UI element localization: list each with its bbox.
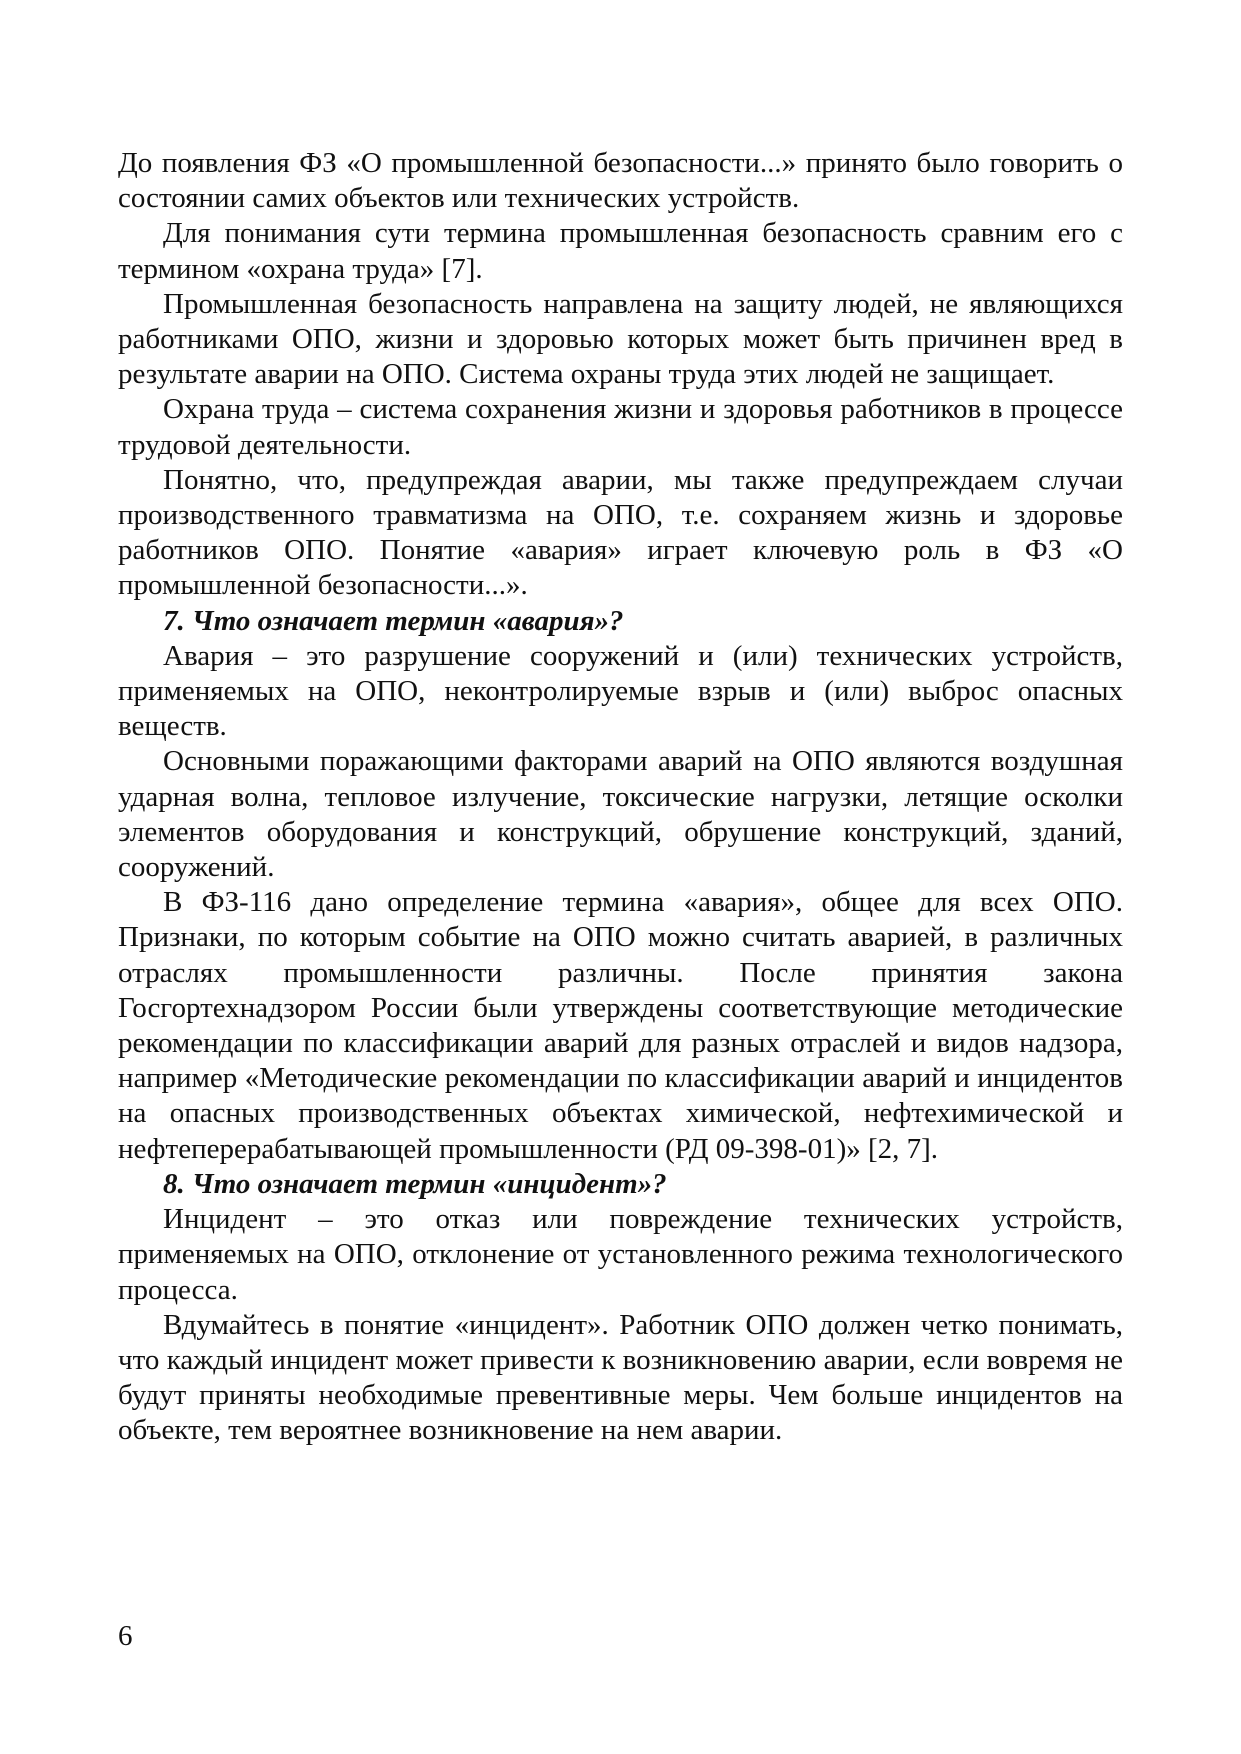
section-heading: 7. Что означает термин «авария»? <box>163 604 624 637</box>
paragraph: Промышленная безопасность направлена на защиту людей, не являющихся работниками ОПО, жизни и здоровью которых может быть причинен вред в результате аварии на ОПО. Система охраны труда этих людей не защищает. <box>118 287 1123 391</box>
paragraph: Инцидент – это отказ или повреждение технических устройств, применяемых на ОПО, отклонение от установленного режима технологического процесса. <box>118 1203 1123 1306</box>
paragraph: Охрана труда – система сохранения жизни и здоровья работников в процессе трудовой деятельности. <box>118 393 1123 461</box>
paragraph: До появления ФЗ «О промышленной безопасности...» принято было говорить о состоянии самих объектов или технических устройств. <box>118 147 1123 215</box>
paragraph: В ФЗ-116 дано определение термина «авария», общее для всех ОПО. Признаки, по которым событие на ОПО можно считать аварией, в различных отраслях промышленности различны. После принятия закона Госгортехнадзором России были утверждены соответствующие методические рекомендации по классификации аварий для разных отраслей и видов надзора, например «Методические рекомендации по классификации аварий и инцидентов на опасных производственных объектах химической, нефтехимической и нефтеперерабатывающей промышленности (РД 09-398-01)» [2, 7]. <box>118 886 1123 1165</box>
section-heading: 8. Что означает термин «инцидент»? <box>163 1167 667 1200</box>
paragraph: Понятно, что, предупреждая аварии, мы также предупреждаем случаи производственного травматизма на ОПО, т.е. сохраняем жизнь и здоровье работников ОПО. Понятие «авария» играет ключевую роль в ФЗ «О промышленной безопасности...». <box>118 463 1123 602</box>
paragraph: Основными поражающими факторами аварий на ОПО являются воздушная ударная волна, тепловое излучение, токсические нагрузки, летящие осколки элементов оборудования и конструкций, обрушение конструкций, зданий, сооружений. <box>118 745 1123 884</box>
paragraph: Авария – это разрушение сооружений и (или) технических устройств, применяемых на ОПО, неконтролируемые взрыв и (или) выброс опасных веществ. <box>118 639 1123 743</box>
page-number: 6 <box>118 1620 133 1652</box>
paragraph: Для понимания сути термина промышленная безопасность сравним его с термином «охрана труда» [7]. <box>118 217 1123 285</box>
paragraph: Вдумайтесь в понятие «инцидент». Работник ОПО должен четко понимать, что каждый инцидент может привести к возникновению аварии, если вовремя не будут приняты необходимые превентивные меры. Чем больше инцидентов на объекте, тем вероятнее возникновение на нем аварии. <box>118 1308 1123 1447</box>
body-text <box>118 146 1123 1449</box>
